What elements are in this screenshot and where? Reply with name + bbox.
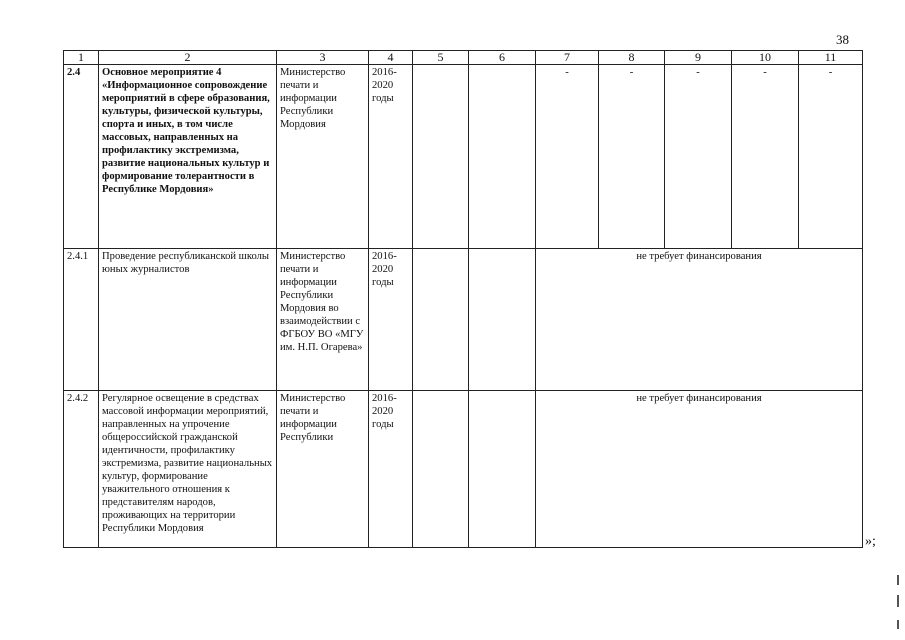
period: 2016-2020 годы <box>369 65 413 249</box>
funding-note: не требует финансирования <box>536 391 863 548</box>
header-cell: 9 <box>665 51 732 65</box>
cell-9: - <box>665 65 732 249</box>
cell-5 <box>413 249 469 391</box>
header-cell: 11 <box>799 51 863 65</box>
cell-7: - <box>536 65 599 249</box>
header-cell: 10 <box>732 51 799 65</box>
activity-name: Регулярное освещение в средствах массовой информации мероприятий, направленных на упрочение общероссийской гражданской идентичности, профилактику экстремизма, развитие национальных культур, формирование уважительного отношения к представителям народов, проживающих на территории Республики Мордовия <box>99 391 277 548</box>
page-number: 38 <box>836 32 849 47</box>
executor: Министерство печати и информации Республики Мордовия во взаимодействии с ФГБОУ ВО «МГУ им. Н.П. Огарева» <box>277 249 369 391</box>
table-row <box>64 65 863 249</box>
header-cell: 3 <box>277 51 369 65</box>
cell-6 <box>469 391 536 548</box>
scan-edge-mark <box>897 595 899 607</box>
executor: Министерство печати и информации Республики Мордовия <box>277 65 369 249</box>
header-cell: 1 <box>64 51 99 65</box>
header-cell: 8 <box>599 51 665 65</box>
row-number: 2.4.2 <box>64 391 99 548</box>
cell-5 <box>413 391 469 548</box>
closing-quote-mark: »; <box>865 534 876 549</box>
scan-edge-mark <box>897 620 899 629</box>
activity-name: Основное мероприятие 4 «Информационное сопровождение мероприятий в сфере образования, культуры, физической культуры, спорта и иных, в том числе массовых, направленных на профилактику экстремизма, развитие национальных культур и формирование толерантности в Республике Мордовия» <box>99 65 277 249</box>
activity-name: Проведение республиканской школы юных журналистов <box>99 249 277 391</box>
header-cell: 2 <box>99 51 277 65</box>
header-cell: 6 <box>469 51 536 65</box>
scan-edge-mark <box>897 575 899 585</box>
table-row <box>64 391 863 548</box>
row-number: 2.4 <box>64 65 99 249</box>
cell-10: - <box>732 65 799 249</box>
cell-5 <box>413 65 469 249</box>
header-cell: 4 <box>369 51 413 65</box>
cell-8: - <box>599 65 665 249</box>
cell-11: - <box>799 65 863 249</box>
header-cell: 7 <box>536 51 599 65</box>
program-table <box>63 50 863 548</box>
table-row <box>64 249 863 391</box>
row-number: 2.4.1 <box>64 249 99 391</box>
cell-6 <box>469 65 536 249</box>
header-row <box>64 51 863 65</box>
executor: Министерство печати и информации Республики <box>277 391 369 548</box>
header-cell: 5 <box>413 51 469 65</box>
funding-note: не требует финансирования <box>536 249 863 391</box>
period: 2016-2020 годы <box>369 391 413 548</box>
period: 2016-2020 годы <box>369 249 413 391</box>
cell-6 <box>469 249 536 391</box>
